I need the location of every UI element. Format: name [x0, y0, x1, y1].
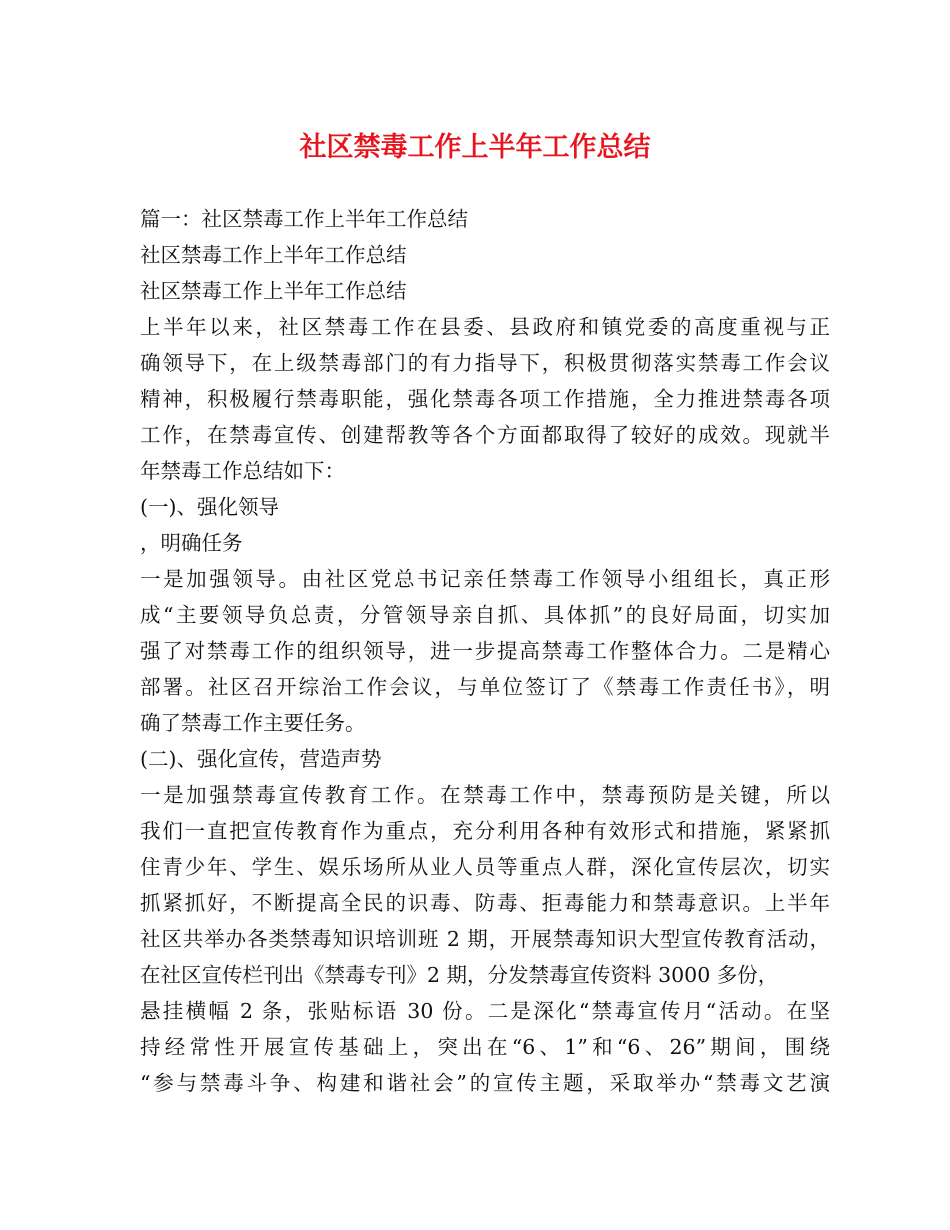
text-line: 年禁毒工作总结如下：	[140, 459, 345, 483]
text-line: 篇一：社区禁毒工作上半年工作总结	[140, 207, 468, 231]
text-line: 社区禁毒工作上半年工作总结	[140, 243, 407, 267]
text-line: “参与禁毒斗争、构建和谐社会”的宣传主题，采取举办“禁毒文艺演	[140, 1071, 830, 1095]
text-line: 悬挂横幅 2 条，张贴标语 30 份。二是深化“禁毒宣传月“活动。在坚	[140, 999, 830, 1023]
text-line: 确领导下，在上级禁毒部门的有力指导下，积极贯彻落实禁毒工作会议	[140, 351, 830, 375]
text-line: 社区禁毒工作上半年工作总结	[140, 279, 407, 303]
text-line: 抓紧抓好，不断提高全民的识毒、防毒、拒毒能力和禁毒意识。上半年	[140, 891, 830, 915]
text-line: 成“主要领导负总责，分管领导亲自抓、具体抓”的良好局面，切实加	[140, 603, 830, 627]
text-line: 住青少年、学生、娱乐场所从业人员等重点人群，深化宣传层次，切实	[140, 855, 830, 879]
text-line: 部署。社区召开综治工作会议，与单位签订了《禁毒工作责任书》，明	[140, 675, 830, 699]
text-line: 在社区宣传栏刊出《禁毒专刊》2 期，分发禁毒宣传资料 3000 多份，	[140, 963, 779, 987]
document-title: 社区禁毒工作上半年工作总结	[299, 132, 651, 163]
text-line: 我们一直把宣传教育作为重点，充分利用各种有效形式和措施，紧紧抓	[140, 819, 830, 843]
text-line: (一)、强化领导	[140, 495, 279, 519]
text-line: (二)、强化宣传，营造声势	[140, 747, 382, 771]
text-line: 上半年以来，社区禁毒工作在县委、县政府和镇党委的高度重视与正	[140, 315, 830, 339]
text-line: 一是加强禁毒宣传教育工作。在禁毒工作中，禁毒预防是关键，所以	[140, 783, 830, 807]
text-line: 社区共举办各类禁毒知识培训班 2 期，开展禁毒知识大型宣传教育活动，	[140, 927, 830, 951]
text-line: 持经常性开展宣传基础上，突出在“6、1”和“6、26”期间，围绕	[140, 1035, 830, 1059]
text-line: ，明确任务	[140, 531, 243, 555]
text-line: 强了对禁毒工作的组织领导，进一步提高禁毒工作整体合力。二是精心	[140, 639, 830, 663]
text-line: 一是加强领导。由社区党总书记亲任禁毒工作领导小组组长，真正形	[140, 567, 830, 591]
text-line: 确了禁毒工作主要任务。	[140, 711, 366, 735]
document-body	[140, 201, 830, 1101]
text-line: 工作，在禁毒宣传、创建帮教等各个方面都取得了较好的成效。现就半	[140, 423, 830, 447]
text-line: 精神，积极履行禁毒职能，强化禁毒各项工作措施，全力推进禁毒各项	[140, 387, 830, 411]
